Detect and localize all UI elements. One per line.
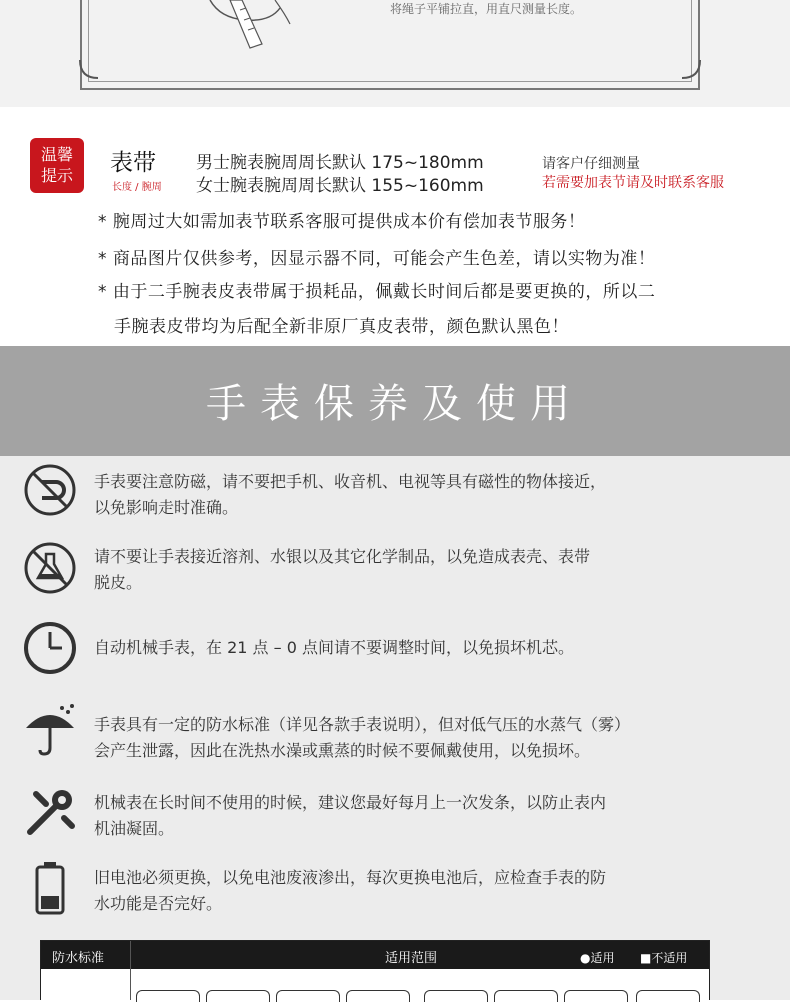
care-item-1 [94,469,764,521]
care-item-5-line1: 机械表在长时间不使用的时候，建议您最好每月上一次发条，以防止表内 [94,793,607,812]
tip-bullet-3: * 由于二手腕表皮表带属于损耗品，佩戴长时间后都是要更换的，所以二 [98,282,656,302]
care-item-5 [94,790,764,842]
scope-icon-cell [564,990,628,1002]
clock-icon [22,620,78,676]
scope-icon-cell [494,990,558,1002]
scope-icon-cell [636,990,700,1002]
care-item-1-line1: 手表要注意防磁，请不要把手机、收音机、电视等具有磁性的物体接近， [94,472,607,491]
strap-title: 表带 [110,150,156,176]
women-wrist-default: 女士腕表腕周周长默认 155~160mm [196,176,484,196]
care-item-4-line2: 会产生泄露，因此在洗热水澡或熏蒸的时候不要佩戴使用，以免损坏。 [94,741,591,760]
tip-bullet-1: * 腕周过大如需加表节联系客服可提供成本价有偿加表节服务！ [98,212,586,232]
care-item-5-line2: 机油凝固。 [94,819,175,838]
care-item-3-line1: 自动机械手表，在 21 点 – 0 点间请不要调整时间，以免损坏机芯。 [94,638,574,657]
care-item-1-line2: 以免影响走时准确。 [94,498,239,517]
badge-line1: 温馨 [40,145,73,164]
rope-caption: 将绳子平铺拉直，用直尺测量长度。 [390,2,583,16]
tape-measure-illustration [190,0,300,60]
battery-icon [22,860,78,916]
scope-icon-cell [276,990,340,1002]
measure-note: 请客户仔细测量 [542,156,640,172]
frame-corner-left [70,58,100,88]
care-item-6 [94,865,764,917]
no-chemical-icon [22,540,78,596]
umbrella-rain-icon [22,702,78,758]
frame-corner-right [680,58,710,88]
col-scope: 适用范围 [385,951,438,966]
scope-icon-cell [424,990,488,1002]
care-item-2-line2: 脱皮。 [94,573,143,592]
care-item-2 [94,544,764,596]
legend-not-applicable: ■不适用 [640,951,688,965]
care-item-4-line1: 手表具有一定的防水标准（详见各款手表说明），但对低气压的水蒸气（雾） [94,715,631,734]
badge-line2: 提示 [40,166,73,185]
warm-tip-badge [30,138,84,193]
care-item-6-line1: 旧电池必须更换，以免电池废液渗出，每次更换电池后，应检查手表的防 [94,868,607,887]
strap-subtitle: 长度 / 腕周 [112,182,162,193]
care-item-2-line1: 请不要让手表接近溶剂、水银以及其它化学制品，以免造成表壳、表带 [94,547,591,566]
men-wrist-default: 男士腕表腕周周长默认 175~180mm [196,153,484,173]
tip-bullet-3-cont: 手腕表皮带均为后配全新非原厂真皮表带，颜色默认黑色！ [114,317,569,337]
care-title: 手表保养及使用 [206,381,584,427]
scope-icon-cell [136,990,200,1002]
wrench-icon [22,784,78,840]
care-item-4 [94,712,764,764]
care-item-3 [94,635,764,661]
scope-icon-cell [206,990,270,1002]
legend-applicable: ●适用 [580,951,615,965]
tip-bullet-2: * 商品图片仅供参考，因显示器不同，可能会产生色差，请以实物为准！ [98,249,656,269]
water-table-divider [130,941,131,1000]
scope-icon-cell [346,990,410,1002]
contact-note: 若需要加表节请及时联系客服 [542,175,724,191]
care-item-6-line2: 水功能是否完好。 [94,894,223,913]
no-magnet-icon [22,462,78,518]
col-water-standard: 防水标准 [52,951,105,966]
